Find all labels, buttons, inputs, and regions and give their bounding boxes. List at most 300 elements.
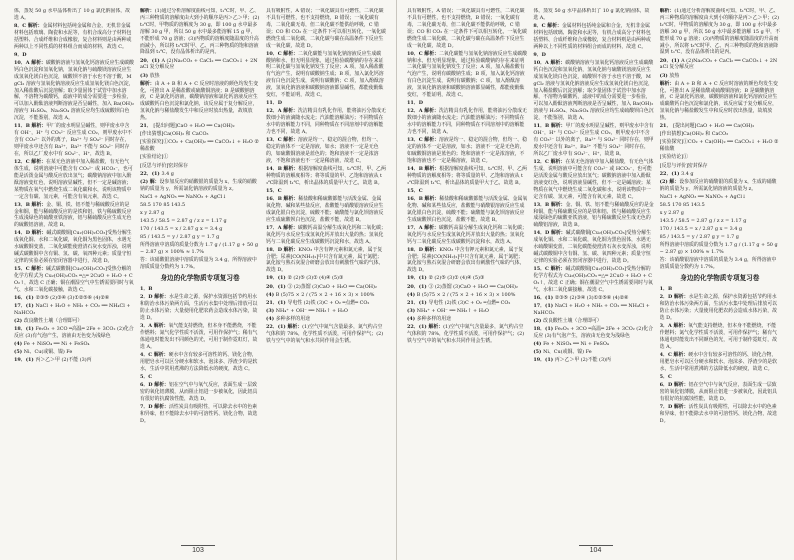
answer-text: 改良酸性土壤（合理即可） — [23, 318, 83, 325]
analysis-label: 解析： — [673, 381, 689, 388]
answer-text: 放热 — [669, 72, 680, 79]
analysis-label: 解析： — [31, 59, 46, 66]
answer-entry — [140, 194, 260, 201]
answer-number: 3．A — [659, 323, 674, 329]
answer-entry — [533, 357, 653, 364]
answer-number: 14．D — [533, 230, 551, 237]
answer-text: 答：该硝酸银溶液中溶质的质量为 3.4 g，所得溶液中溶质质量分数约为 1.7%。 — [659, 257, 777, 271]
answer-entry — [660, 8, 780, 56]
answer-number: 13．B — [533, 201, 551, 208]
answer-entry — [266, 137, 386, 165]
analysis-label: 解析： — [31, 201, 47, 208]
answer-text: 洗洁精具有乳化作用，能将油污分散成无数细小的液滴随水流走；汽油能溶解油污；不同物质在水中的溶解能力不同，同种物质在不同溶剂中的溶解能力也不同，故选 A。 — [407, 108, 527, 135]
answer-number: 2．D — [140, 294, 155, 301]
answer-entry — [140, 218, 260, 225]
answer-text: 二氧化碳能与氢氧化钠溶液反应生成碳酸钠和水，但无明显现象，通过检验碳酸钠的存在来证明二氧化碳与氢氧化钠发生了反应；A 项，加入稀盐酸有气泡产生，说明有碳酸钠生成；B 项，加入氯化钙溶液有白色沉淀生成，说明有碳酸钠；C 项，加入酚酞溶液，氢氧化钠溶液和碳酸钠溶液都显碱性，都能使酚酞变红，不能证明，故选 C。 — [407, 50, 528, 99]
answer-entry — [407, 308, 527, 315]
answer-entry — [660, 139, 780, 153]
answer-entry — [14, 60, 134, 122]
answer-entry — [660, 73, 780, 80]
answer-text: 丙＞乙＞甲 (2)不能 (3)丙 — [554, 357, 611, 364]
answer-text: NaCl + H₂O + NH₃ + CO₂ ══ NH₄Cl + NaHCO₃ — [14, 303, 131, 316]
answer-text: 143.5 / 58.5 = 2.87 g / z z = 1.17 g — [140, 218, 227, 224]
analysis-label: 解析： — [283, 165, 299, 172]
answer-entry — [266, 51, 386, 99]
answer-number: (5) — [533, 349, 544, 356]
answer-entry — [407, 225, 527, 246]
answer-number: 12．A — [407, 108, 425, 115]
answer-text: 碳酸钠溶液与氢氧化钙溶液反应生成碳酸钙白色沉淀和氢氧化钠，氢氧化钠与硫酸镁溶液反应生成氢氧化镁白色沉淀，硫酸钡不溶于水也不溶于酸，MgCl₂ 溶液与氢氧化钠溶液反应生成氢氧化镁白色沉淀，加入稀盐酸后沉淀溶解；取少量固体于试管中加水溶解，不溶物为碳酸钙，滤液中的成分需要进一步检验，可以加入酚酞溶液判断溶液是否呈碱性，加入 Ba(OH)₂ 溶液与 H₂SO₄、Na₂SO₄ 溶液反应均生成硫酸钡白色沉淀，不能鉴别，故选 A。 — [533, 59, 654, 122]
answer-number: 20．(1) — [266, 283, 288, 290]
answer-text: 85 / 143.5 = y / 2.87 g y = 1.7 g — [659, 234, 739, 241]
answer-number: 5．C — [659, 373, 672, 380]
answer-number: 4．C — [659, 351, 674, 358]
answer-number: 18．D — [407, 246, 425, 253]
answer-text: ③ (2)蒸馏 (3)CaO + H₂O ══ Ca(OH)₂ — [428, 283, 518, 290]
answer-number: (2) — [659, 178, 670, 185]
answer-number: 7．D — [140, 403, 155, 410]
answer-entry — [266, 284, 386, 291]
answer-text: NH₄⁺ + OH⁻ ══ NH₃↑ + H₂O — [416, 307, 489, 314]
answer-entry — [140, 210, 260, 217]
section-heading — [140, 274, 260, 283]
answer-text: 3.4 g — [681, 170, 694, 177]
analysis-label: 解析： — [424, 137, 439, 144]
answer-text: 稀盐酸和稀硫酸都能与活泼金属、金属氧化物、碱和某些盐反应，盐酸能与硝酸银溶液反应生成氯化银白色沉淀，硫酸不能；硫酸能与氯化钡溶液反应生成硫酸钡白色沉淀，盐酸不能，故选 B。 — [407, 195, 528, 223]
answer-text: 硬水中含有较多可溶性的钙、镁化合物，用肥皂水可以区分硬水和软水，泡沫多、浮渣少的是软水，生活中常用煮沸的方法降低水的硬度，故选 C。 — [659, 351, 778, 372]
answer-number: (4) — [14, 341, 24, 348]
answer-entry — [14, 230, 134, 265]
answer-number: 6．D — [659, 381, 674, 388]
answer-text: 金属材料包括纯金属和合金，无机非金属材料包括玻璃、陶瓷和水泥等，有机合成高分子材料包括塑料、合成纤维和合成橡胶，复合材料则是由两种或两种以上不同性质的材料组合而成的材料，故选 C。 — [14, 23, 132, 50]
answer-entry — [140, 73, 260, 80]
answer-entry — [533, 8, 653, 22]
answer-text: (1)通过分析溶解度曲线可知，t₁℃时，甲、乙、丙三种物质的溶解度由大到小的顺序是丙＞乙＞甲；(2)t₂℃时，甲物质的溶解度为 30 g，即 100 g 水中最多溶解 30 g 甲，所以 50 g 水中最多能溶解 15 g 甲，不能形成 70 g 溶液；(3)丙物质的溶解度随温度的升高而减小，所以将 t₃℃时甲、乙、丙三种物质的饱和溶液降温到 t₁℃，没有晶体析出的是丙。 — [659, 8, 780, 56]
answer-entry — [407, 275, 527, 282]
answer-entry — [140, 58, 260, 72]
answer-entry — [407, 188, 527, 195]
answer-entry — [14, 326, 134, 340]
analysis-label: 解析： — [283, 50, 298, 57]
answer-entry — [533, 23, 653, 51]
answer-text: 溶液是均一、稳定的混合物，但均一、稳定的液体不一定是溶液，如水；溶液不一定是无色的，如硫酸铜溶液是蓝色的；饱和溶液不一定是浓溶液，不饱和溶液也不一定是稀溶液，故选 C。 — [266, 137, 382, 164]
answer-number: 20．(1) — [659, 57, 682, 64]
answer-entry — [660, 131, 780, 138]
answer-text: 溶液是均一、稳定的混合物，但均一、稳定的液体不一定是溶液，如水；溶液不一定是无色的，如硫酸铜溶液是蓝色的；饱和溶液不一定是浓溶液，不饱和溶液也不一定是稀溶液，故选 C。 — [407, 137, 528, 164]
answer-text: 铝在空气中与氧气反应，表面生成一层致密的氧化铝薄膜，从而阻止铝进一步被氧化，因此铝具有很好的抗腐蚀性能，故选 D。 — [659, 381, 778, 402]
answer-number: 13．B — [14, 201, 32, 208]
answer-entry — [140, 286, 260, 293]
analysis-label: 解析： — [424, 50, 439, 57]
answer-number: (3) — [140, 72, 150, 79]
answer-entry — [14, 159, 134, 200]
page-number-left-text: 103 — [192, 547, 204, 554]
answer-entry — [660, 226, 780, 233]
answer-text: 导电性 (2)铁 (3)C + O₂ ═点燃═ CO₂ — [287, 299, 370, 306]
left-columns — [14, 8, 386, 538]
answer-entry — [533, 266, 653, 294]
answer-number: 9．D — [533, 51, 546, 58]
answer-entry — [407, 316, 527, 323]
answer-number: (3) — [407, 307, 417, 314]
answer-entry — [660, 242, 780, 256]
answer-number: 13．C — [266, 137, 284, 144]
answer-entry — [14, 8, 134, 22]
answer-entry — [660, 382, 780, 403]
answer-text: 由 A + B 和 A + C 反应时溶液的颜色均发生变化，可推出 A 是稀盐酸或硫酸铜溶液；B 是碳酸钠溶液，C 是氯化钙溶液，碳酸钠溶液和氯化钙溶液反应生成碳酸钙白色沉淀和氯化钠，该反应属于复分解反应，氢氧化钠与稀盐酸发生中和反应时放出热量，故填放热。 — [140, 80, 259, 122]
answer-entry — [140, 154, 260, 161]
answer-entry — [140, 202, 260, 209]
answer-text: 在某无色溶液中加入稀盐酸，有无色气体生成，说明溶液中可能含有 CO₃²⁻ 或 HCO₃⁻，也可能是活泼金属与酸反应放出氢气；碳酸钠溶液中加入酚酞溶液变红色，说明溶液显碱性，但不一定是碱溶液；某物质在氧气中燃烧生成二氧化碳和水，说明该物质中一定含有碳、氢元素，可能含有氧元素，故选 C。 — [14, 158, 133, 200]
answer-number: 14．D — [14, 230, 32, 237]
answer-text: Fe + NiSO₄ ══ Ni + FeSO₄ — [23, 341, 90, 348]
answer-text: [实验探究]①CO₂ + Ca(OH)₂ ══ CaCO₃↓ + H₂O ②稀盐酸 — [659, 139, 779, 153]
answer-text: KNO₃ 中含有钾元素和氮元素，属于复合肥；尿素[CO(NH₂)₂]中只含有氮元素，属于氮肥；氯化铵与熟石灰混合研磨会放出有刺激性气味的气体，故选 D。 — [407, 246, 525, 274]
analysis-label: 解析： — [550, 230, 566, 237]
answer-number: 22．(1) — [659, 170, 682, 177]
answer-number: 17．(1) — [533, 303, 555, 310]
answer-text: [反思与评价]密封保存 — [659, 162, 708, 169]
answer-text: A (2)Na₂CO₃ + CaCl₂ ══ CaCO₃↓ + 2NaCl 复分解反应 — [140, 57, 258, 71]
answer-text: [提出问题]CaO + H₂O ══ Ca(OH)₂ — [673, 123, 755, 130]
answer-number: 22．(1) — [140, 170, 162, 177]
answer-text: 放热 — [149, 72, 160, 79]
answer-number: 18．(1) — [533, 326, 555, 333]
analysis-label: 解析： — [424, 195, 440, 202]
answer-text: ②③⑤ (2)③④ (3)①②⑤⑥ (4)②⑥ — [35, 294, 110, 301]
analysis-label: 解析： — [154, 381, 169, 388]
answer-text: 稀盐酸和稀硫酸都能与活泼金属、金属氧化物、碱和某些盐反应，盐酸能与硝酸银溶液反应生成氯化银白色沉淀，硫酸不能；硫酸能与氯化钡溶液反应生成硫酸钡白色沉淀，盐酸不能，故选 B。 — [266, 195, 384, 223]
answer-number: 11．D — [266, 100, 282, 107]
answer-number: 8．C — [533, 23, 548, 29]
answer-text: 答：该硝酸银溶液中溶质的质量为 3.4 g，所得溶液中溶质质量分数约为 1.7%。 — [140, 257, 257, 271]
analysis-label: 解析： — [283, 137, 298, 144]
answer-number: 14．B — [407, 165, 425, 172]
answer-entry — [660, 58, 780, 72]
answer-entry — [407, 100, 527, 107]
analysis-label: 解析： — [673, 294, 689, 301]
answer-text: (1)通过分析溶解度曲线可知，t₁℃时，甲、乙、丙三种物质的溶解度由大到小的顺序是丙＞乙＞甲；(2)t₂℃时，甲物质的溶解度为 30 g，即 100 g 水中最多溶解 30 g 甲，所以 50 g 水中最多能溶解 15 g 甲，不能形成 70 g 溶液；(3)丙物质的溶解度随温度的升高而减小，所以将 t₃℃时甲、乙、丙三种物质的饱和溶液降温到 t₁℃，没有晶体析出的是丙。 — [140, 8, 260, 56]
answer-entry — [266, 166, 386, 187]
answer-entry — [660, 179, 780, 193]
answer-text: 由 A + B 和 A + C 反应时溶液的颜色均发生变化，可推出 A 是稀盐酸或硫酸铜溶液；B 是碳酸钠溶液，C 是氯化钙溶液，碳酸钠溶液和氯化钙溶液反应生成碳酸钙白色沉淀和氯化钠，该反应属于复分解反应，氢氧化钠与稀盐酸发生中和反应时放出热量，故填放热。 — [659, 80, 778, 122]
analysis-label: 解析： — [673, 403, 689, 410]
page-number-right-text: 104 — [589, 547, 602, 554]
answer-entry — [140, 374, 260, 381]
left-column-1 — [14, 8, 134, 538]
answer-text: 多种多样的用途 — [275, 315, 310, 322]
answer-text: 根据溶解度曲线可知，t₂℃时，甲、乙两种物质的溶解度相等；将等质量的甲、乙饱和溶液从 t₃℃降温到 t₁℃，析出晶体的质量甲大于乙，故选 B。 — [407, 165, 527, 186]
answer-entry — [533, 326, 653, 340]
answer-entry — [266, 100, 386, 107]
answer-text: x y 2.87 g — [140, 209, 165, 216]
answer-text: 水是生命之源，保护水资源包括节约用水和防治水体污染两方面，生活污水集中处理后排放可以防止水体污染；大量使用化肥农药会造成水体污染，故选 D。 — [659, 294, 778, 321]
answer-number: 19．(1) — [266, 275, 288, 282]
answer-entry — [533, 60, 653, 122]
analysis-label: 解析： — [659, 80, 675, 87]
answer-number: 10．C — [266, 50, 284, 57]
answer-entry — [140, 294, 260, 322]
answer-text: B (5)75 × 2 / (75 × 2 + 16 × 3) × 100% — [275, 291, 375, 298]
answer-text: KNO₃ 中含有钾元素和氮元素，属于复合肥；尿素[CO(NH₂)₂]中只含有氮元素，属于氮肥；氯化铵与熟石灰混合研磨会放出有刺激性气味的气体，故选 D。 — [266, 246, 384, 274]
answer-number: 18．D — [266, 246, 284, 253]
answer-number: 15．C — [407, 187, 423, 194]
answer-number: 1．B — [140, 286, 153, 293]
answer-number: 17．A — [407, 224, 425, 231]
answer-entry — [14, 123, 134, 158]
answer-text: 85 / 143.5 = y / 2.87 g y = 1.7 g — [140, 234, 220, 241]
answer-entry — [266, 324, 386, 345]
answer-number: 7．D — [659, 403, 674, 410]
answer-text: 甲厂的废水明显呈碱性，则甲废水中含有 OH⁻，H⁺ 与 CO₃²⁻ 反应生成 CO₂，则甲废水中不含有 CO₃²⁻ 以外的离子，Ba²⁺ 与 SO₄²⁻ 同时存在，则甲废水中还含有 Ba²⁺，Ba²⁺ 不能与 SO₄²⁻ 同时存在，所以乙厂废水中有 SO₄²⁻、H⁺，故选 B。 — [14, 123, 132, 157]
answer-text: 二氧化碳能与氢氧化钠溶液反应生成碳酸钠和水，但无明显现象，通过检验碳酸钠的存在来证明二氧化碳与氢氧化钠发生了反应；A 项，加入稀盐酸有气泡产生，说明有碳酸钠生成；B 项，加入氯化钙溶液有白色沉淀生成，说明有碳酸钠；C 项，加入酚酞溶液，氢氧化钠溶液和碳酸钠溶液都显碱性，都能使酚酞变红，不能证明，故选 C。 — [266, 50, 384, 99]
answer-text: x y 2.87 g — [659, 209, 684, 216]
answer-number: 19．(1) — [533, 357, 555, 364]
answer-text: 碱式碳酸铜[Cu₂(OH)₂CO₃]受热分解生成氧化铜、水和二氧化碳，氧化铜为黑色固体，水遇无水硫酸铜变蓝，二氧化碳能使澄清石灰水变浑浊，说明碱式碳酸铜中含有铜、氢、碳、氧四种元素；质量守恒定律的实验必须在密闭容器中进行，故选 D。 — [14, 230, 132, 265]
answer-text: 碳酸钙高温分解生成氧化钙和二氧化碳；氧化钙与水反应生成氢氧化钙并放出大量的热；氢氧化钙与二氧化碳反应生成碳酸钙沉淀和水，故选 A。 — [407, 224, 527, 245]
section-heading — [660, 274, 780, 283]
analysis-label: 解析： — [31, 266, 46, 273]
answer-text: 氧气能支持燃烧，但本身不能燃烧，不能作燃料；氮气化学性质不活泼，可用作保护气；稀有气体通电时能发出不同颜色的光，可用于制作霓虹灯，故选 A。 — [140, 323, 258, 350]
answer-number: 16．(1) — [14, 294, 36, 301]
answer-number: 19．(1) — [14, 357, 36, 364]
answer-number: 13．C — [407, 137, 425, 144]
answer-entry — [266, 316, 386, 323]
answer-number: 21．(1) — [407, 299, 429, 306]
answer-text: 身边的化学物质专项复习卷 — [680, 274, 760, 283]
answer-text: ③ (2)蒸馏 (3)CaO + H₂O ══ Ca(OH)₂ — [287, 283, 377, 290]
answer-entry — [533, 349, 653, 356]
answer-entry — [660, 210, 780, 217]
answer-text: NaCl + AgNO₃ ══ NaNO₃ + AgCl↓ — [659, 193, 746, 200]
answer-text: 氧气能支持燃烧，但本身不能燃烧，不能作燃料；氮气化学性质不活泼，可用作保护气；稀有气体通电时能发出不同颜色的光，可用于制作霓虹灯，故选 A。 — [659, 323, 778, 350]
answer-number: 16．(1) — [533, 294, 555, 301]
answer-entry — [533, 159, 653, 200]
answer-number: 12．C — [14, 158, 32, 165]
answer-number: 10．C — [407, 50, 425, 57]
analysis-label: 解析： — [550, 59, 566, 66]
answer-entry — [407, 292, 527, 299]
answer-entry — [660, 218, 780, 225]
analysis-label: 解析： — [673, 351, 689, 358]
answer-number: (5) — [14, 349, 24, 356]
analysis-label: 解析： — [550, 266, 566, 273]
answer-text: 3.4 g — [161, 170, 174, 177]
analysis-label: 解析： — [550, 158, 566, 165]
answer-text: 所得溶液中溶质的质量分数为 1.7 g / (1.17 g + 50 g − 2.87 g) × 100% ≈ 1.7% — [140, 242, 258, 256]
answer-entry — [140, 139, 260, 153]
answer-text: NaCl + AgNO₃ ══ NaNO₃ + AgCl↓ — [140, 193, 227, 200]
analysis-label: 解析： — [428, 323, 444, 330]
answer-number: (2) — [533, 318, 544, 325]
answer-text: [提出问题]CaO + H₂O ══ Ca(OH)₂ — [153, 123, 235, 130]
answer-entry — [14, 303, 134, 317]
answer-entry — [140, 123, 260, 130]
answer-entry — [407, 284, 527, 291]
answer-entry — [14, 266, 134, 294]
analysis-label: 解析： — [154, 294, 169, 301]
analysis-label: 解析： — [153, 323, 169, 329]
answer-text: 设参加反应的硝酸银的质量为 x，生成的硝酸钠的质量为 y，所需氯化钠溶液的质量为 z。 — [659, 178, 777, 192]
answer-text: [作出猜想]Ca(OH)₂ 和 CaCO₃ — [659, 131, 729, 138]
answer-text: 所得溶液中溶质的质量分数为 1.7 g / (1.17 g + 50 g − 2.87 g) × 100% ≈ 1.7% — [659, 242, 778, 256]
answer-number: (3) — [659, 72, 670, 79]
answer-entry — [407, 51, 527, 99]
answer-entry — [660, 123, 780, 130]
analysis-label: 解析： — [283, 108, 298, 115]
answer-number: 15．C — [14, 266, 32, 273]
answer-entry — [533, 202, 653, 230]
answer-entry — [14, 23, 134, 51]
analysis-label: 解析： — [424, 108, 439, 115]
analysis-label: 解析： — [283, 195, 299, 202]
answer-entry — [660, 154, 780, 161]
answer-number: 9．D — [14, 51, 27, 58]
answer-entry — [266, 308, 386, 315]
answer-text: 改良酸性土壤（合理即可） — [543, 318, 602, 325]
answer-entry — [140, 179, 260, 193]
analysis-label: 解析： — [659, 8, 675, 14]
answer-number: 6．D — [140, 381, 155, 388]
analysis-label: 解析： — [31, 123, 47, 130]
answer-entry — [140, 226, 260, 233]
answer-text: (1)空气中氮气含量最多，氮气约占空气体积的 78%，化学性质不活泼，可用作保护气；(2)铁与空气中的氧气和水共同作用会生锈。 — [407, 323, 525, 344]
analysis-label: 解： — [149, 178, 160, 185]
answer-text: 170 / 143.5 = x / 2.87 g x = 3.4 g — [659, 226, 743, 233]
answer-text: [实验结论]① — [140, 154, 169, 161]
answer-entry — [533, 230, 653, 265]
answer-text: B (5)75 × 2 / (75 × 2 + 16 × 3) × 100% — [416, 291, 516, 298]
answer-entry — [660, 202, 780, 209]
answer-entry — [660, 257, 780, 271]
analysis-label: 解析： — [283, 246, 299, 253]
answer-entry — [660, 81, 780, 122]
answer-text: 碳酸钠溶液与氢氧化钙溶液反应生成碳酸钙白色沉淀和氢氧化钠，氢氧化钠与硫酸镁溶液反应生成氢氧化镁白色沉淀，硫酸钡不溶于水也不溶于酸，MgCl₂ 溶液与氢氧化钠溶液反应生成氢氧化镁白色沉淀，加入稀盐酸后沉淀溶解；取少量固体于试管中加水溶解，不溶物为碳酸钙，滤液中的成分需要进一步检验，可以加入酚酞溶液判断溶液是否呈碱性，加入 Ba(OH)₂ 溶液与 H₂SO₄、Na₂SO₄ 溶液反应均生成硫酸钡白色沉淀，不能鉴别，故选 A。 — [14, 59, 134, 122]
answer-text: 身边的化学物质专项复习卷 — [160, 274, 240, 283]
answer-number: (4) — [533, 341, 544, 348]
answer-number: 1．B — [659, 286, 673, 293]
analysis-label: 解析： — [287, 323, 303, 330]
answer-text: Ni、Cu(或铜、镍) Fe — [543, 349, 592, 356]
answer-number: (2) — [140, 178, 150, 185]
analysis-label: 解析： — [550, 201, 566, 208]
analysis-label: 解析： — [424, 246, 440, 253]
answer-entry — [140, 404, 260, 425]
answer-number: 5．C — [140, 373, 153, 380]
answer-entry — [660, 294, 780, 322]
answer-entry — [140, 8, 260, 56]
answer-number: 17．A — [266, 224, 284, 231]
answer-entry — [140, 242, 260, 256]
answer-text: [实验结论]① — [659, 154, 688, 161]
answer-entry — [533, 341, 653, 348]
answer-entry — [14, 357, 134, 364]
answer-entry — [660, 171, 780, 178]
answer-text: 导电性 (2)铁 (3)C + O₂ ═点燃═ CO₂ — [428, 299, 511, 306]
answer-text: 碳酸钙高温分解生成氧化钙和二氧化碳；氧化钙与水反应生成氢氧化钙并放出大量的热；氢氧化钙与二氧化碳反应生成碳酸钙沉淀和水，故选 A。 — [266, 224, 386, 245]
answer-text: 硬水中含有较多可溶性的钙、镁化合物，用肥皂水可以区分硬水和软水，泡沫多、浮渣少的是软水，生活中常用煮沸的方法降低水的硬度，故选 C。 — [140, 351, 258, 372]
answer-text: 具有吸附性，A 错误；一氧化碳具有可燃性，二氧化碳不具有可燃性，也不支持燃烧，B 错误；一氧化碳有毒，二氧化碳无毒，但二氧化碳不能供给呼吸，C 错误；CO 和 CO₂ 在一定条件下可以相互转化，一氧化碳燃烧生成二氧化碳，二氧化碳与碳在高温条件下反应生成一氧化碳，故选 D。 — [407, 8, 527, 49]
answer-number: 21． — [659, 123, 674, 130]
answer-text: 根据溶解度曲线可知，t₂℃时，甲、乙两种物质的溶解度相等；将等质量的甲、乙饱和溶液从 t₃℃降温到 t₁℃，析出晶体的质量甲大于乙，故选 B。 — [266, 165, 386, 186]
answer-number: 21． — [140, 123, 154, 130]
answer-text: 活性炭具有吸附性，可以除去水中的色素和异味，但不能除去水中的可溶性钙、镁化合物，故选 D。 — [140, 403, 258, 424]
answer-text: 碱式碳酸铜[Cu₂(OH)₂CO₃]受热分解的化学方程式为 Cu₂(OH)₂CO₃ ═△═ 2CuO + H₂O + CO₂↑，故选 C 正确；铜在潮湿空气中生锈需要同时与氧气、水和二氧化碳接触，故选 C。 — [14, 266, 134, 293]
answer-text: 体，蒸发 50 g 水中晶体析出了 10 g 氯化钠固体，故选 A。 — [533, 8, 650, 21]
answer-entry — [140, 234, 260, 241]
answer-text: 体，蒸发 50 g 水中晶体析出了 10 g 氯化钠固体，故选 A。 — [14, 8, 131, 21]
answer-entry — [266, 225, 386, 246]
answer-entry — [266, 275, 386, 282]
answer-text: 143.5 / 58.5 = 2.87 g / z z = 1.17 g — [659, 218, 747, 224]
answer-text: Ni、Cu(或铜、镍) Fe — [23, 349, 73, 356]
answer-number: 2．D — [659, 294, 674, 301]
answer-number: 11．D — [407, 100, 423, 107]
answer-text: 金、铜、铁、铝不能与稀硫酸反应的是金和铜，能与稀硫酸反应的是铁和铝，铁与稀硫酸反应生成浅绿色的硫酸亚铁溶液，铝与稀硫酸反应生成无色的硫酸铝溶液，故选 B。 — [14, 201, 132, 229]
answer-text: NH₄⁺ + OH⁻ ══ NH₃↑ + H₂O — [275, 307, 348, 314]
analysis-label: 解析： — [31, 230, 47, 237]
answer-number: 16．B — [407, 195, 425, 202]
left-column-2 — [140, 8, 260, 538]
answer-text: 活性炭具有吸附性，可以除去水中的色素和异味，但不能除去水中的可溶性钙、镁化合物，故选 D。 — [659, 403, 778, 424]
answer-text: 金属材料包括纯金属和合金，无机非金属材料包括玻璃、陶瓷和水泥等，有机合成高分子材料包括塑料、合成纤维和合成橡胶，复合材料则是由两种或两种以上不同性质的材料组合而成的材料，故选 C。 — [533, 23, 651, 50]
analysis-label: 解析： — [424, 165, 440, 172]
answer-number: 10．A — [14, 59, 32, 66]
answer-text: [作出猜想]Ca(OH)₂ 和 CaCO₃ — [140, 131, 209, 138]
answer-number: 4．C — [140, 351, 154, 358]
analysis-label: 解： — [669, 178, 680, 185]
answer-text: 金、铜、铁、铝不能与稀硫酸反应的是金和铜，能与稀硫酸反应的是铁和铝，铁与稀硫酸反应生成浅绿色的硫酸亚铁溶液，铝与稀硫酸反应生成无色的硫酸铝溶液，故选 B。 — [533, 201, 654, 229]
answer-entry — [140, 323, 260, 351]
right-column-3 — [660, 8, 780, 538]
answer-entry — [407, 166, 527, 187]
answer-entry — [140, 352, 260, 373]
analysis-label: 解析： — [673, 323, 689, 329]
analysis-label: 解析： — [550, 123, 566, 130]
answer-number: 15．C — [533, 266, 551, 273]
answer-text: 58.5 170 85 143.5 — [659, 201, 705, 208]
answer-text: 58.5 170 85 143.5 — [140, 201, 186, 208]
analysis-label: 解析： — [27, 23, 43, 29]
answer-entry — [660, 286, 780, 293]
answer-number: (4) — [266, 315, 276, 322]
answer-entry — [407, 108, 527, 136]
answer-text: 水是生命之源，保护水资源包括节约用水和防治水体污染两方面，生活污水集中处理后排放可以防止水体污染；大量使用化肥农药会造成水体污染，故选 D。 — [140, 294, 258, 321]
answer-number: 20．(1) — [407, 283, 429, 290]
answer-entry — [14, 349, 134, 356]
answer-text: 碱式碳酸铜[Cu₂(OH)₂CO₃]受热分解生成氧化铜、水和二氧化碳，氧化铜为黑色固体，水遇无水硫酸铜变蓝，二氧化碳能使澄清石灰水变浑浊，说明碱式碳酸铜中含有铜、氢、碳、氧四种元素；质量守恒定律的实验必须在密闭容器中进行，故选 D。 — [533, 230, 651, 265]
answer-number: (4) — [407, 291, 417, 298]
answer-entry — [533, 52, 653, 59]
answer-entry — [266, 108, 386, 136]
answer-text: (1)空气中氮气含量最多，氮气约占空气体积的 78%，化学性质不活泼，可用作保护气；(2)铁与空气中的氧气和水共同作用会生锈。 — [266, 323, 384, 344]
answer-entry — [533, 295, 653, 302]
answer-entry — [660, 323, 780, 351]
answer-entry — [407, 137, 527, 165]
answer-entry — [14, 295, 134, 302]
answer-text: A (2)Na₂CO₃ + CaCl₂ ══ CaCO₃↓ + 2NaCl 复分解反应 — [659, 57, 778, 71]
right-column-2 — [533, 8, 653, 538]
answer-text: ② (2)⑤ (3)① (4)④ (5)③ — [287, 275, 344, 282]
answer-entry — [660, 194, 780, 201]
answer-text: 甲厂的废水明显呈碱性，则甲废水中含有 OH⁻，H⁺ 与 CO₃²⁻ 反应生成 CO₂，则甲废水中不含有 CO₃²⁻ 以外的离子，Ba²⁺ 与 SO₄²⁻ 同时存在，则甲废水中还含有 Ba²⁺，Ba²⁺ 不能与 SO₄²⁻ 同时存在，所以乙厂废水中有 SO₄²⁻、H⁺，故选 B。 — [533, 123, 654, 157]
answer-entry — [140, 382, 260, 403]
answer-number: 18．(1) — [14, 326, 36, 333]
answer-text: Fe + NiSO₄ ══ Ni + FeSO₄ — [543, 341, 609, 348]
answer-entry — [660, 352, 780, 373]
answer-text: [反思与评价]密封保存 — [140, 162, 188, 169]
answer-number: 12．A — [266, 108, 284, 115]
